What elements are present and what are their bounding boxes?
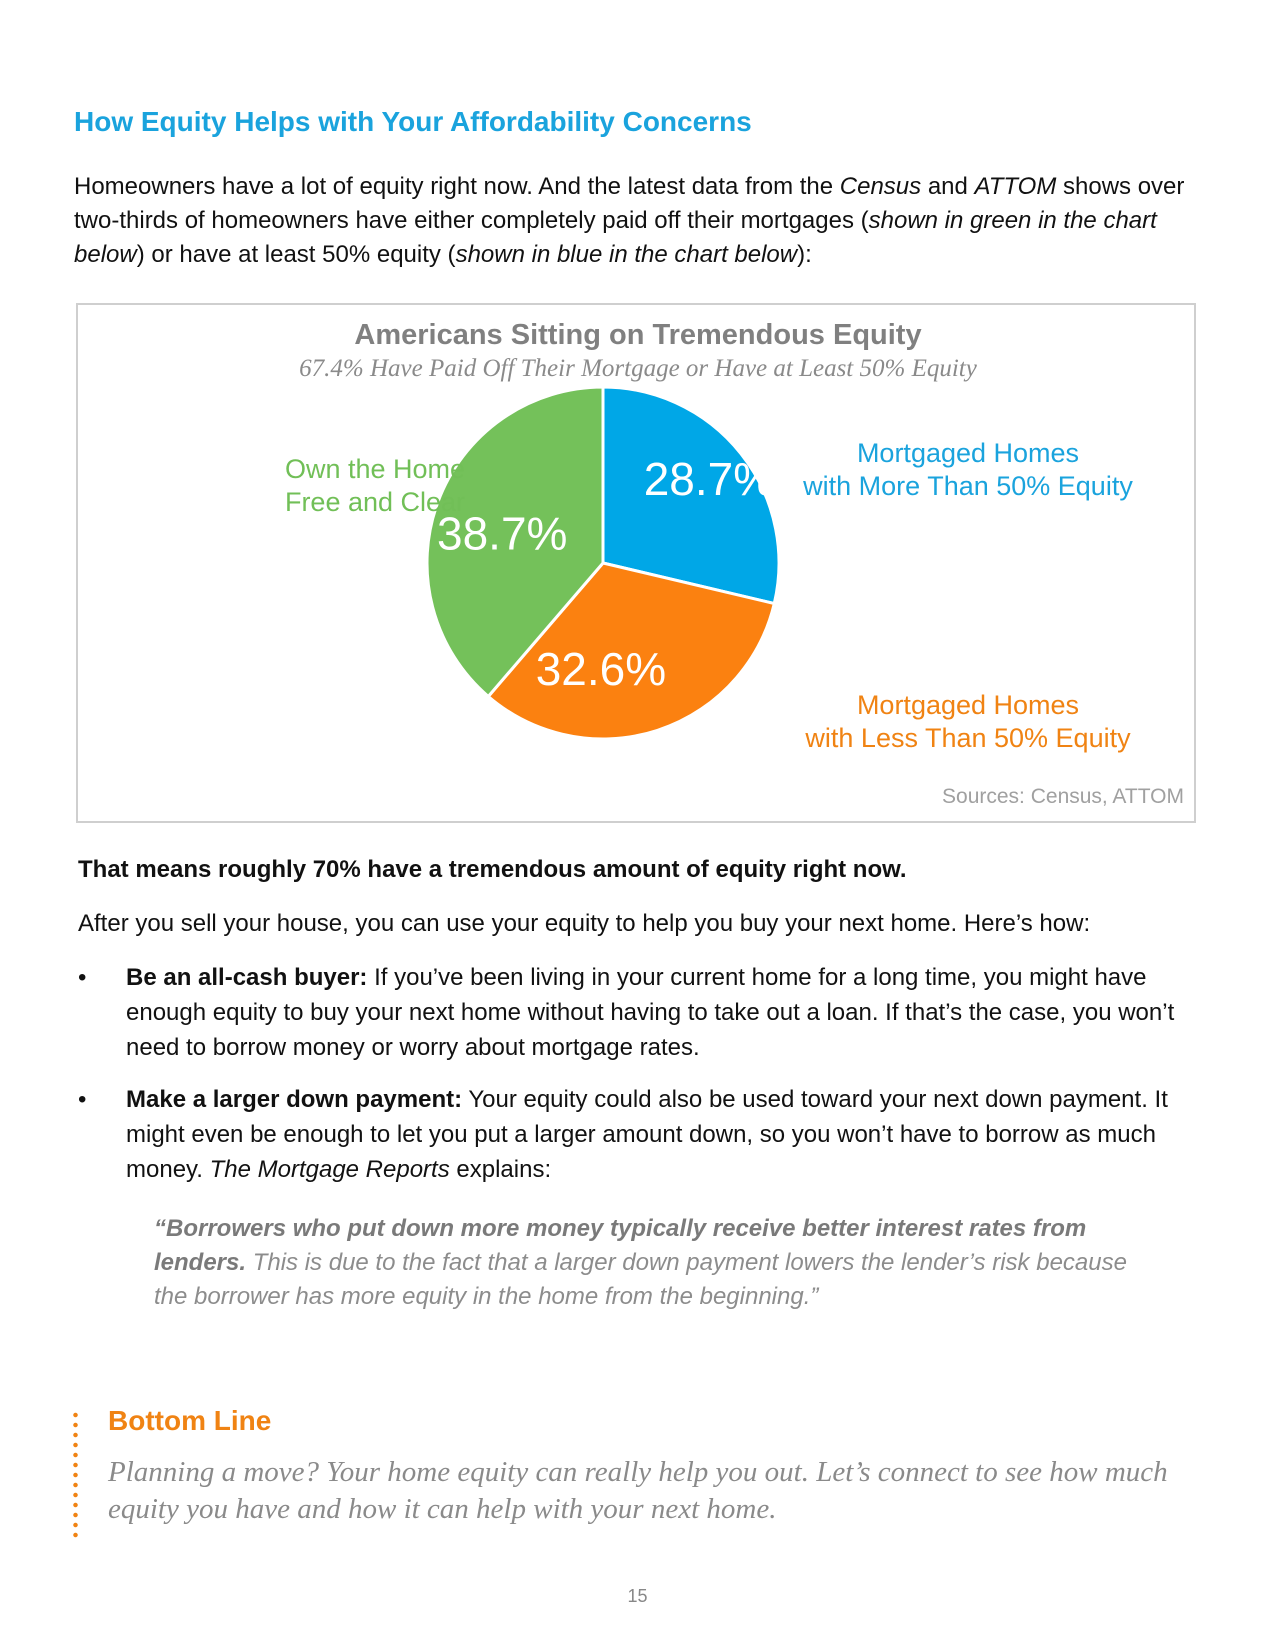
tips-list [78,960,1218,1204]
bullet-source: The Mortgage Reports [209,1156,450,1183]
legend-label-free-clear-line2: Free and Clear [284,487,466,517]
bullet-tail: explains: [449,1156,552,1183]
legend-label-more-than-50-line1: Mortgaged Homes [856,438,1080,468]
pie-chart-panel [76,303,1196,823]
quote-rest: This is due to the fact that a larger down payment lowers the lender’s risk because the borrower has more equity in the home from the beginning.” [154,1249,1127,1310]
quote-block [154,1212,1164,1314]
legend-label-less-than-50-line1: Mortgaged Homes [856,690,1080,720]
intro-text-5: ): [797,241,812,268]
list-item [78,1082,1218,1187]
bullet-text: Your equity could also be used toward your next down payment. It might even be enough to let you put a larger amount down, so you won’t have to borrow as much money. [126,1086,1168,1183]
chart-title: Americans Sitting on Tremendous Equity [354,319,922,351]
page-number: 15 [627,1586,648,1606]
list-item [78,960,1218,1065]
pie-value-label: 28.7% [643,452,775,505]
pie-value-label: 38.7% [437,507,568,560]
intro-text-1: Homeowners have a lot of equity right now. And the latest data from the [74,173,840,200]
legend-label-less-than-50 [768,689,1168,755]
intro-text-4: ) or have at least 50% equity ( [136,241,456,268]
legend-label-more-than-50-line2: with More Than 50% Equity [803,471,1133,501]
bottom-line-dotted-bar [73,1410,78,1542]
intro-paragraph [74,170,1214,272]
chart-subtitle: 67.4% Have Paid Off Their Mortgage or Have at Least 50% Equity [299,355,977,382]
after-sale-paragraph: After you sell your house, you can use your equity to help you buy your next home. Here’s how: [78,910,1091,937]
bullet-marker: • [78,1086,87,1113]
bottom-line-title: Bottom Line [108,1405,272,1436]
bullet-marker: • [78,964,87,991]
bullet-lead: Make a larger down payment: [126,1086,463,1113]
legend-label-more-than-50 [768,437,1168,503]
pie-value-label: 32.6% [535,643,667,696]
bullet-text: If you’ve been living in your current home for a long time, you might have enough equity to buy your next home without having to take out a loan. If that’s the case, you won’t need to borrow money or worry about mortgage rates. [126,964,1175,1061]
section-heading: How Equity Helps with Your Affordability Concerns [74,106,752,137]
intro-attom: ATTOM [974,173,1057,200]
chart-sources: Sources: Census, ATTOM [942,785,1184,808]
intro-blue-note: shown in blue in the chart below [455,241,798,268]
intro-green-note: shown in green in the chart below [74,207,1157,268]
summary-statement: That means roughly 70% have a tremendous amount of equity right now. [78,856,907,883]
legend-label-free-clear [230,453,520,519]
legend-label-free-clear-line1: Own the Home [284,454,466,484]
quote-bold: “Borrowers who put down more money typically receive better interest rates from lenders. [154,1215,1087,1276]
bullet-lead: Be an all-cash buyer: [126,964,368,991]
intro-text-3: shows over two-thirds of homeowners have either completely paid off their mortgages ( [74,173,1185,234]
legend-label-less-than-50-line2: with Less Than 50% Equity [805,723,1131,753]
intro-text-2: and [921,173,975,200]
bottom-line-text: Planning a move? Your home equity can really help you out. Let’s connect to see how much equity you have and how it can help with your next home. [108,1456,1168,1525]
intro-census: Census [839,173,922,200]
